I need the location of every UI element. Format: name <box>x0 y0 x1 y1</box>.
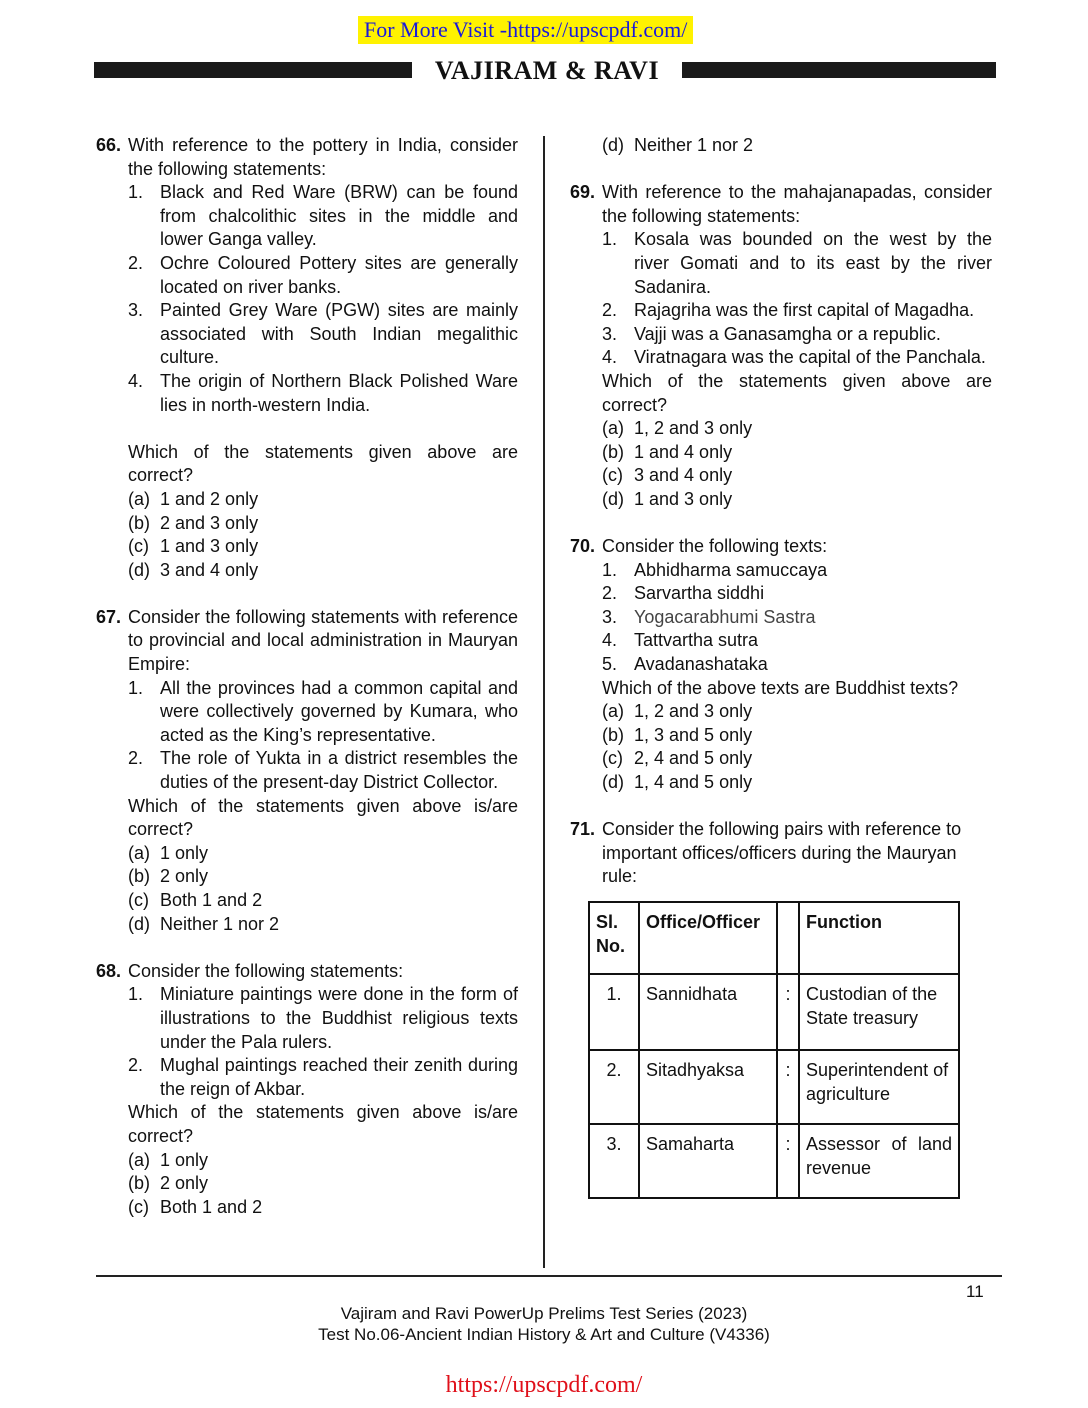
answer-option: (d) 1, 4 and 5 only <box>602 772 753 793</box>
table-header <box>777 902 799 974</box>
answer-option: (b) 1 and 4 only <box>602 441 733 462</box>
table-header-row <box>589 902 959 974</box>
footer-series-title: Vajiram and Ravi PowerUp Prelims Test Series (2023) <box>340 1304 748 1323</box>
table-header: Sl. No. <box>589 902 639 974</box>
table-row: 2. Sitadhyaksa : Superintendent of agriculture <box>589 1050 959 1124</box>
footer-link[interactable]: https://upscpdf.com/ <box>445 1372 643 1398</box>
offices-table <box>588 901 960 1199</box>
statement: 4. Viratnagara was the capital of the Panchala. <box>602 347 986 368</box>
statement: 4. Tattvartha sutra <box>602 630 759 651</box>
question-number: 68. <box>96 960 122 981</box>
table-row: 3. Samaharta : Assessor of land revenue <box>589 1124 959 1198</box>
answer-option: (a) 1, 2 and 3 only <box>602 418 753 439</box>
answer-option: (a) 1 and 2 only <box>128 488 259 509</box>
page-number: 11 <box>966 1282 984 1301</box>
page-header <box>94 56 996 85</box>
answer-option: (b) 1, 3 and 5 only <box>602 724 753 745</box>
answer-option: (b) 2 only <box>128 1173 209 1194</box>
statement: 3. Painted Grey Ware (PGW) sites are mainly associated with South Indian megalithic culture. <box>128 300 518 368</box>
question-number: 69. <box>570 182 596 203</box>
statement: 2. Rajagriha was the first capital of Magadha. <box>602 300 975 321</box>
answer-option: (b) 2 only <box>128 866 209 887</box>
question-stem: Consider the following texts: <box>602 536 828 557</box>
question-stem: Consider the following statements: <box>128 960 404 981</box>
question-number: 67. <box>96 606 122 627</box>
question-stem: Consider the following statements with reference to provincial and local administration in Mauryan Empire: <box>128 606 518 675</box>
table-header: Office/Officer <box>639 902 777 974</box>
question-number: 66. <box>96 135 122 155</box>
left-column <box>96 134 518 1219</box>
answer-option: (c) 1 and 3 only <box>128 536 259 557</box>
question-prompt: Which of the above texts are Buddhist texts? <box>602 677 959 698</box>
statement: 1. Black and Red Ware (BRW) can be found from chalcolithic sites in the middle and lower Ganga valley. <box>128 182 518 250</box>
answer-option: (d) 1 and 3 only <box>602 488 733 509</box>
statement: 1. Miniature paintings were done in the form of illustrations to the Buddhist religious texts under the Pala rulers. <box>128 984 518 1052</box>
question-number: 71. <box>570 819 596 840</box>
table-header: Function <box>799 902 959 974</box>
question-66 <box>96 134 518 582</box>
statement: 1. All the provinces had a common capital and were collectively governed by Kumara, who acted as the King’s representative. <box>128 677 518 745</box>
answer-option: (c) Both 1 and 2 <box>128 890 263 910</box>
footer-test-title: Test No.06-Ancient Indian History & Art and Culture (V4336) <box>318 1325 770 1344</box>
statement: 1. Abhidharma samuccaya <box>602 559 828 580</box>
statement: 3. Yogacarabhumi Sastra <box>602 606 816 627</box>
statement: 5. Avadanashataka <box>602 654 768 675</box>
statement: 2. Mughal paintings reached their zenith during the reign of Akbar. <box>128 1055 518 1099</box>
answer-option: (d) Neither 1 nor 2 <box>128 913 280 934</box>
answer-option: (b) 2 and 3 only <box>128 512 259 533</box>
question-prompt: Which of the statements given above is/are correct? <box>128 1102 518 1146</box>
statement: 1. Kosala was bounded on the west by the river Gomati and to its east by the river Sadanira. <box>602 229 992 297</box>
question-stem: With reference to the pottery in India, consider the following statements: <box>128 135 518 179</box>
right-column <box>570 134 992 1199</box>
question-71 <box>570 818 992 889</box>
question-stem: With reference to the mahajanapadas, consider the following statements: <box>602 182 992 226</box>
answer-option: (a) 1 only <box>128 1149 209 1170</box>
question-69 <box>570 181 992 511</box>
question-68 <box>96 960 518 1220</box>
visit-banner[interactable]: For More Visit -https://upscpdf.com/ <box>358 16 693 44</box>
header-bar-left <box>94 62 412 78</box>
question-number: 70. <box>570 536 596 557</box>
table-row: 1. Sannidhata : Custodian of the State treasury <box>589 974 959 1050</box>
statement: 4. The origin of Northern Black Polished Ware lies in north-western India. <box>128 370 518 415</box>
answer-option: (d) 3 and 4 only <box>128 559 259 580</box>
header-title: VAJIRAM & RAVI <box>434 56 660 85</box>
question-70 <box>570 535 992 795</box>
answer-option: (c) 2, 4 and 5 only <box>602 748 753 769</box>
column-divider <box>543 136 545 1268</box>
answer-option: (c) Both 1 and 2 <box>128 1196 263 1217</box>
question-67 <box>96 606 518 936</box>
answer-option: (a) 1 only <box>128 842 209 863</box>
answer-option: (c) 3 and 4 only <box>602 465 733 486</box>
header-bar-right <box>682 62 996 78</box>
statement: 2. Sarvartha siddhi <box>602 583 765 604</box>
answer-option: (d) Neither 1 nor 2 <box>602 135 754 155</box>
statement: 2. Ochre Coloured Pottery sites are generally located on river banks. <box>128 252 518 297</box>
statement: 2. The role of Yukta in a district resembles the duties of the present-day District Collector. <box>128 748 518 793</box>
answer-option: (a) 1, 2 and 3 only <box>602 701 753 722</box>
question-stem: Consider the following pairs with reference to important offices/officers during the Mauryan rule: <box>602 819 962 887</box>
statement: 3. Vajji was a Ganasamgha or a republic. <box>602 323 941 344</box>
question-prompt: Which of the statements given above are correct? <box>128 441 518 486</box>
footer-rule <box>96 1275 1002 1277</box>
question-prompt: Which of the statements given above are correct? <box>602 370 992 415</box>
question-prompt: Which of the statements given above is/are correct? <box>128 795 518 840</box>
